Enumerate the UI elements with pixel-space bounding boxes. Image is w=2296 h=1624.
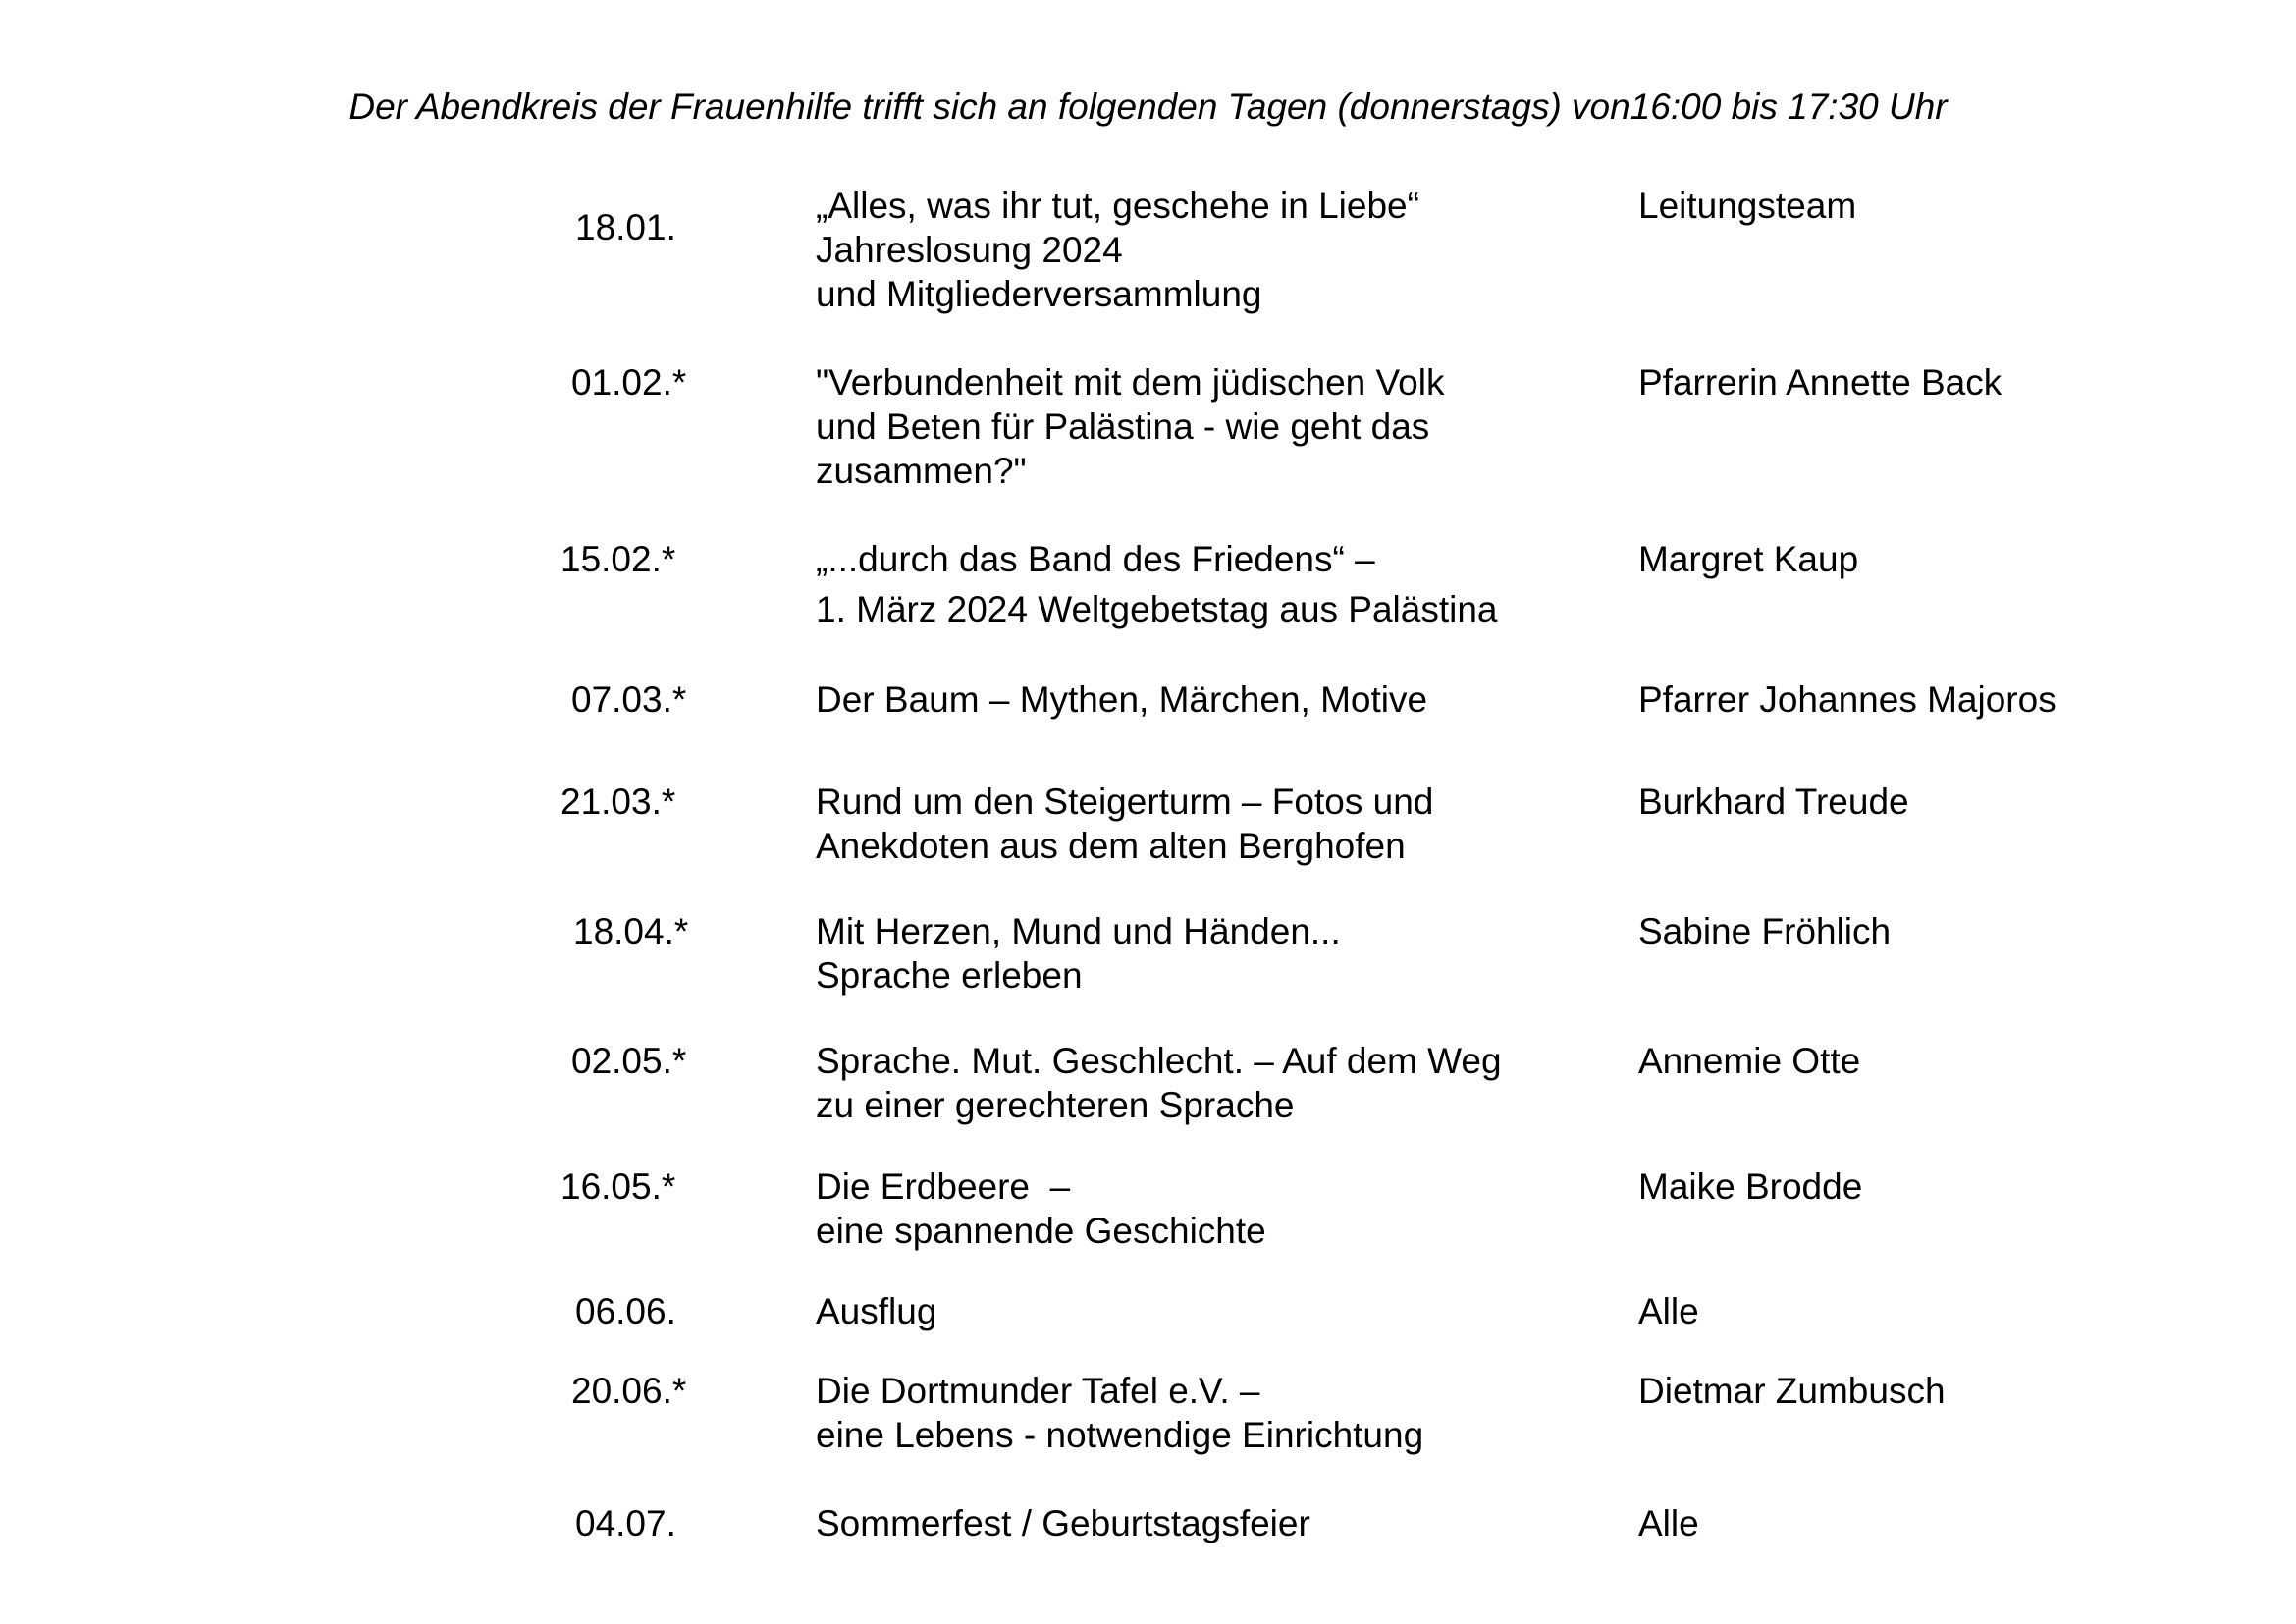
event-topic-line: Anekdoten aus dem alten Berghofen [816,826,1406,866]
event-date: 18.01. [575,207,676,247]
event-topic-line: „...durch das Band des Friedens“ – [816,539,1375,579]
event-topic-line: "Verbundenheit mit dem jüdischen Volk [816,362,1445,403]
event-topic-line: Sommerfest / Geburtstagsfeier [816,1503,1310,1543]
event-topic-line: 1. März 2024 Weltgebetstag aus Palästina [816,589,1498,629]
page-heading: Der Abendkreis der Frauenhilfe trifft sich an folgenden Tagen (donnerstags) von16:00 bis 17:30 Uhr [348,86,1948,127]
event-topic-line: Die Dortmunder Tafel e.V. – [816,1371,1260,1411]
event-topic-line: zusammen?" [816,451,1027,491]
event-topic-line: Rund um den Steigerturm – Fotos und [816,782,1434,822]
event-topic-line: Die Erdbeere – [816,1166,1071,1207]
event-topic [816,780,1601,868]
event-topic-line: und Beten für Palästina - wie geht das [816,406,1430,447]
event-topic [816,1289,1601,1333]
event-presenter: Pfarrerin Annette Back [1638,362,2002,403]
event-topic-line: Der Baum – Mythen, Märchen, Motive [816,679,1428,720]
event-presenter: Sabine Fröhlich [1638,911,1892,951]
event-date: 18.04.* [573,911,689,951]
event-topic-line: zu einer gerechteren Sprache [816,1085,1295,1125]
event-topic [816,1164,1601,1253]
event-topic [816,1039,1601,1127]
event-topic-line: „Alles, was ihr tut, geschehe in Liebe“ [816,186,1419,226]
event-date: 15.02.* [561,539,676,579]
event-topic [816,1369,1601,1457]
event-topic-line: eine spannende Geschichte [816,1211,1266,1251]
event-presenter: Alle [1638,1503,1699,1543]
event-presenter: Pfarrer Johannes Majoros [1638,679,2056,720]
event-date: 02.05.* [571,1041,687,1081]
event-topic [816,360,1601,493]
event-topic-line: Sprache. Mut. Geschlecht. – Auf dem Weg [816,1041,1502,1081]
event-date: 01.02.* [571,362,687,403]
event-date: 07.03.* [571,679,687,720]
event-date: 20.06.* [571,1371,687,1411]
event-date: 21.03.* [561,782,676,822]
event-presenter: Leitungsteam [1638,186,1857,226]
event-topic [816,1501,1601,1545]
event-topic [816,184,1601,316]
event-topic-line: und Mitgliederversammlung [816,274,1262,314]
event-presenter: Dietmar Zumbusch [1638,1371,1946,1411]
event-topic-line: Sprache erleben [816,955,1083,996]
event-topic [816,677,1601,722]
event-topic [816,909,1601,998]
event-presenter: Burkhard Treude [1638,782,1909,822]
event-presenter: Margret Kaup [1638,539,1859,579]
event-presenter: Maike Brodde [1638,1166,1863,1207]
event-presenter: Alle [1638,1291,1699,1331]
event-date: 06.06. [575,1291,676,1331]
event-presenter: Annemie Otte [1638,1041,1861,1081]
event-date: 16.05.* [561,1166,676,1207]
event-topic-line: Jahreslosung 2024 [816,230,1123,270]
event-topic-line: Ausflug [816,1291,937,1331]
event-topic [816,534,1601,634]
event-topic-line: eine Lebens - notwendige Einrichtung [816,1415,1424,1455]
event-topic-line: Mit Herzen, Mund und Händen... [816,911,1341,951]
event-date: 04.07. [575,1503,676,1543]
